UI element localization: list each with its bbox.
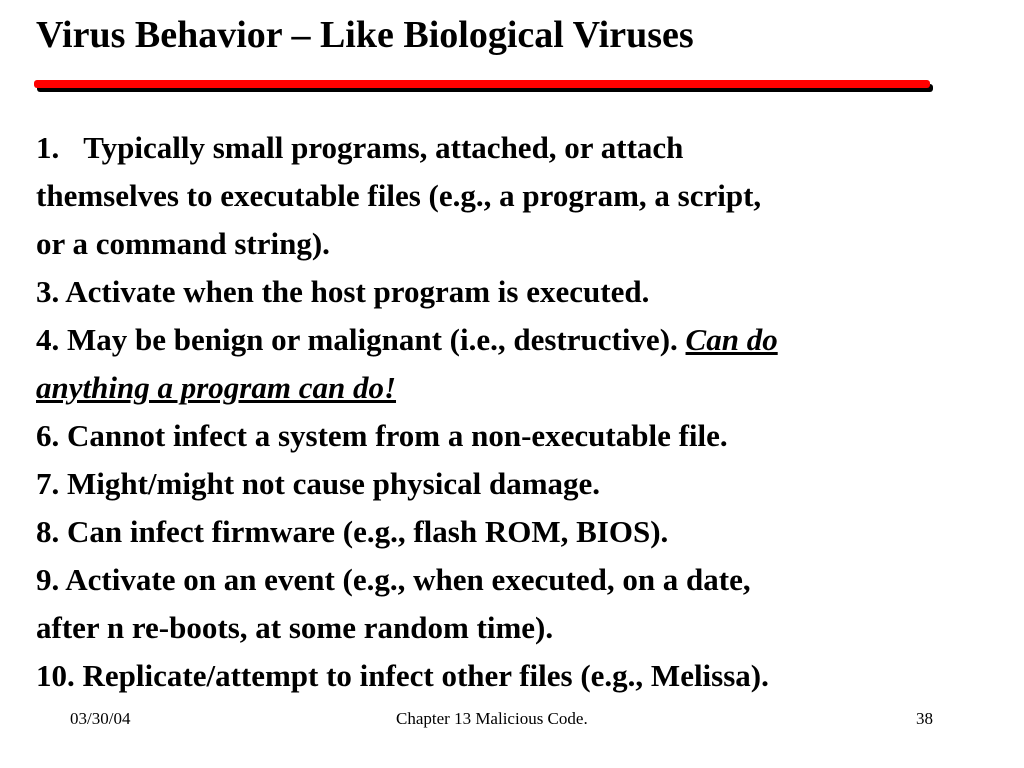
body-line: [36, 172, 1001, 220]
body-line: [36, 364, 1001, 412]
body-text: 4. May be benign or malignant (i.e., destructive).: [36, 322, 686, 357]
body-text: 1.: [36, 130, 60, 165]
footer-date: 03/30/04: [70, 709, 131, 728]
body-text: or a command string).: [36, 226, 330, 261]
body-text: after n re-boots, at some random time).: [36, 610, 554, 645]
slide-body: [36, 124, 1001, 700]
footer-chapter: Chapter 13 Malicious Code.: [396, 709, 588, 728]
body-line: [36, 604, 1001, 652]
emphasis-text: anything a program can do!: [36, 370, 397, 405]
body-text: 8. Can infect firmware (e.g., flash ROM, BIOS).: [36, 514, 669, 549]
body-text: 10. Replicate/attempt to infect other files (e.g., Melissa).: [36, 658, 769, 693]
body-line: [36, 508, 1001, 556]
body-line: [36, 268, 1001, 316]
body-text: Typically small programs, attached, or attach: [83, 130, 684, 165]
emphasis-text: Can do: [685, 322, 778, 357]
body-line: [36, 556, 1001, 604]
slide-title: Virus Behavior – Like Biological Viruses: [36, 14, 694, 56]
body-text: 9. Activate on an event (e.g., when executed, on a date,: [36, 562, 751, 597]
body-line: [36, 316, 1001, 364]
body-line: [36, 652, 1001, 700]
body-text: 3. Activate when the host program is executed.: [36, 274, 650, 309]
body-line: [36, 412, 1001, 460]
footer-page-number: 38: [916, 709, 933, 728]
body-text: themselves to executable files (e.g., a program, a script,: [36, 178, 762, 213]
body-text: 7. Might/might not cause physical damage.: [36, 466, 601, 501]
title-rule: [34, 80, 930, 88]
body-line: [36, 460, 1001, 508]
body-line: [36, 220, 1001, 268]
body-text: 6. Cannot infect a system from a non-executable file.: [36, 418, 728, 453]
body-line: [36, 124, 1001, 172]
